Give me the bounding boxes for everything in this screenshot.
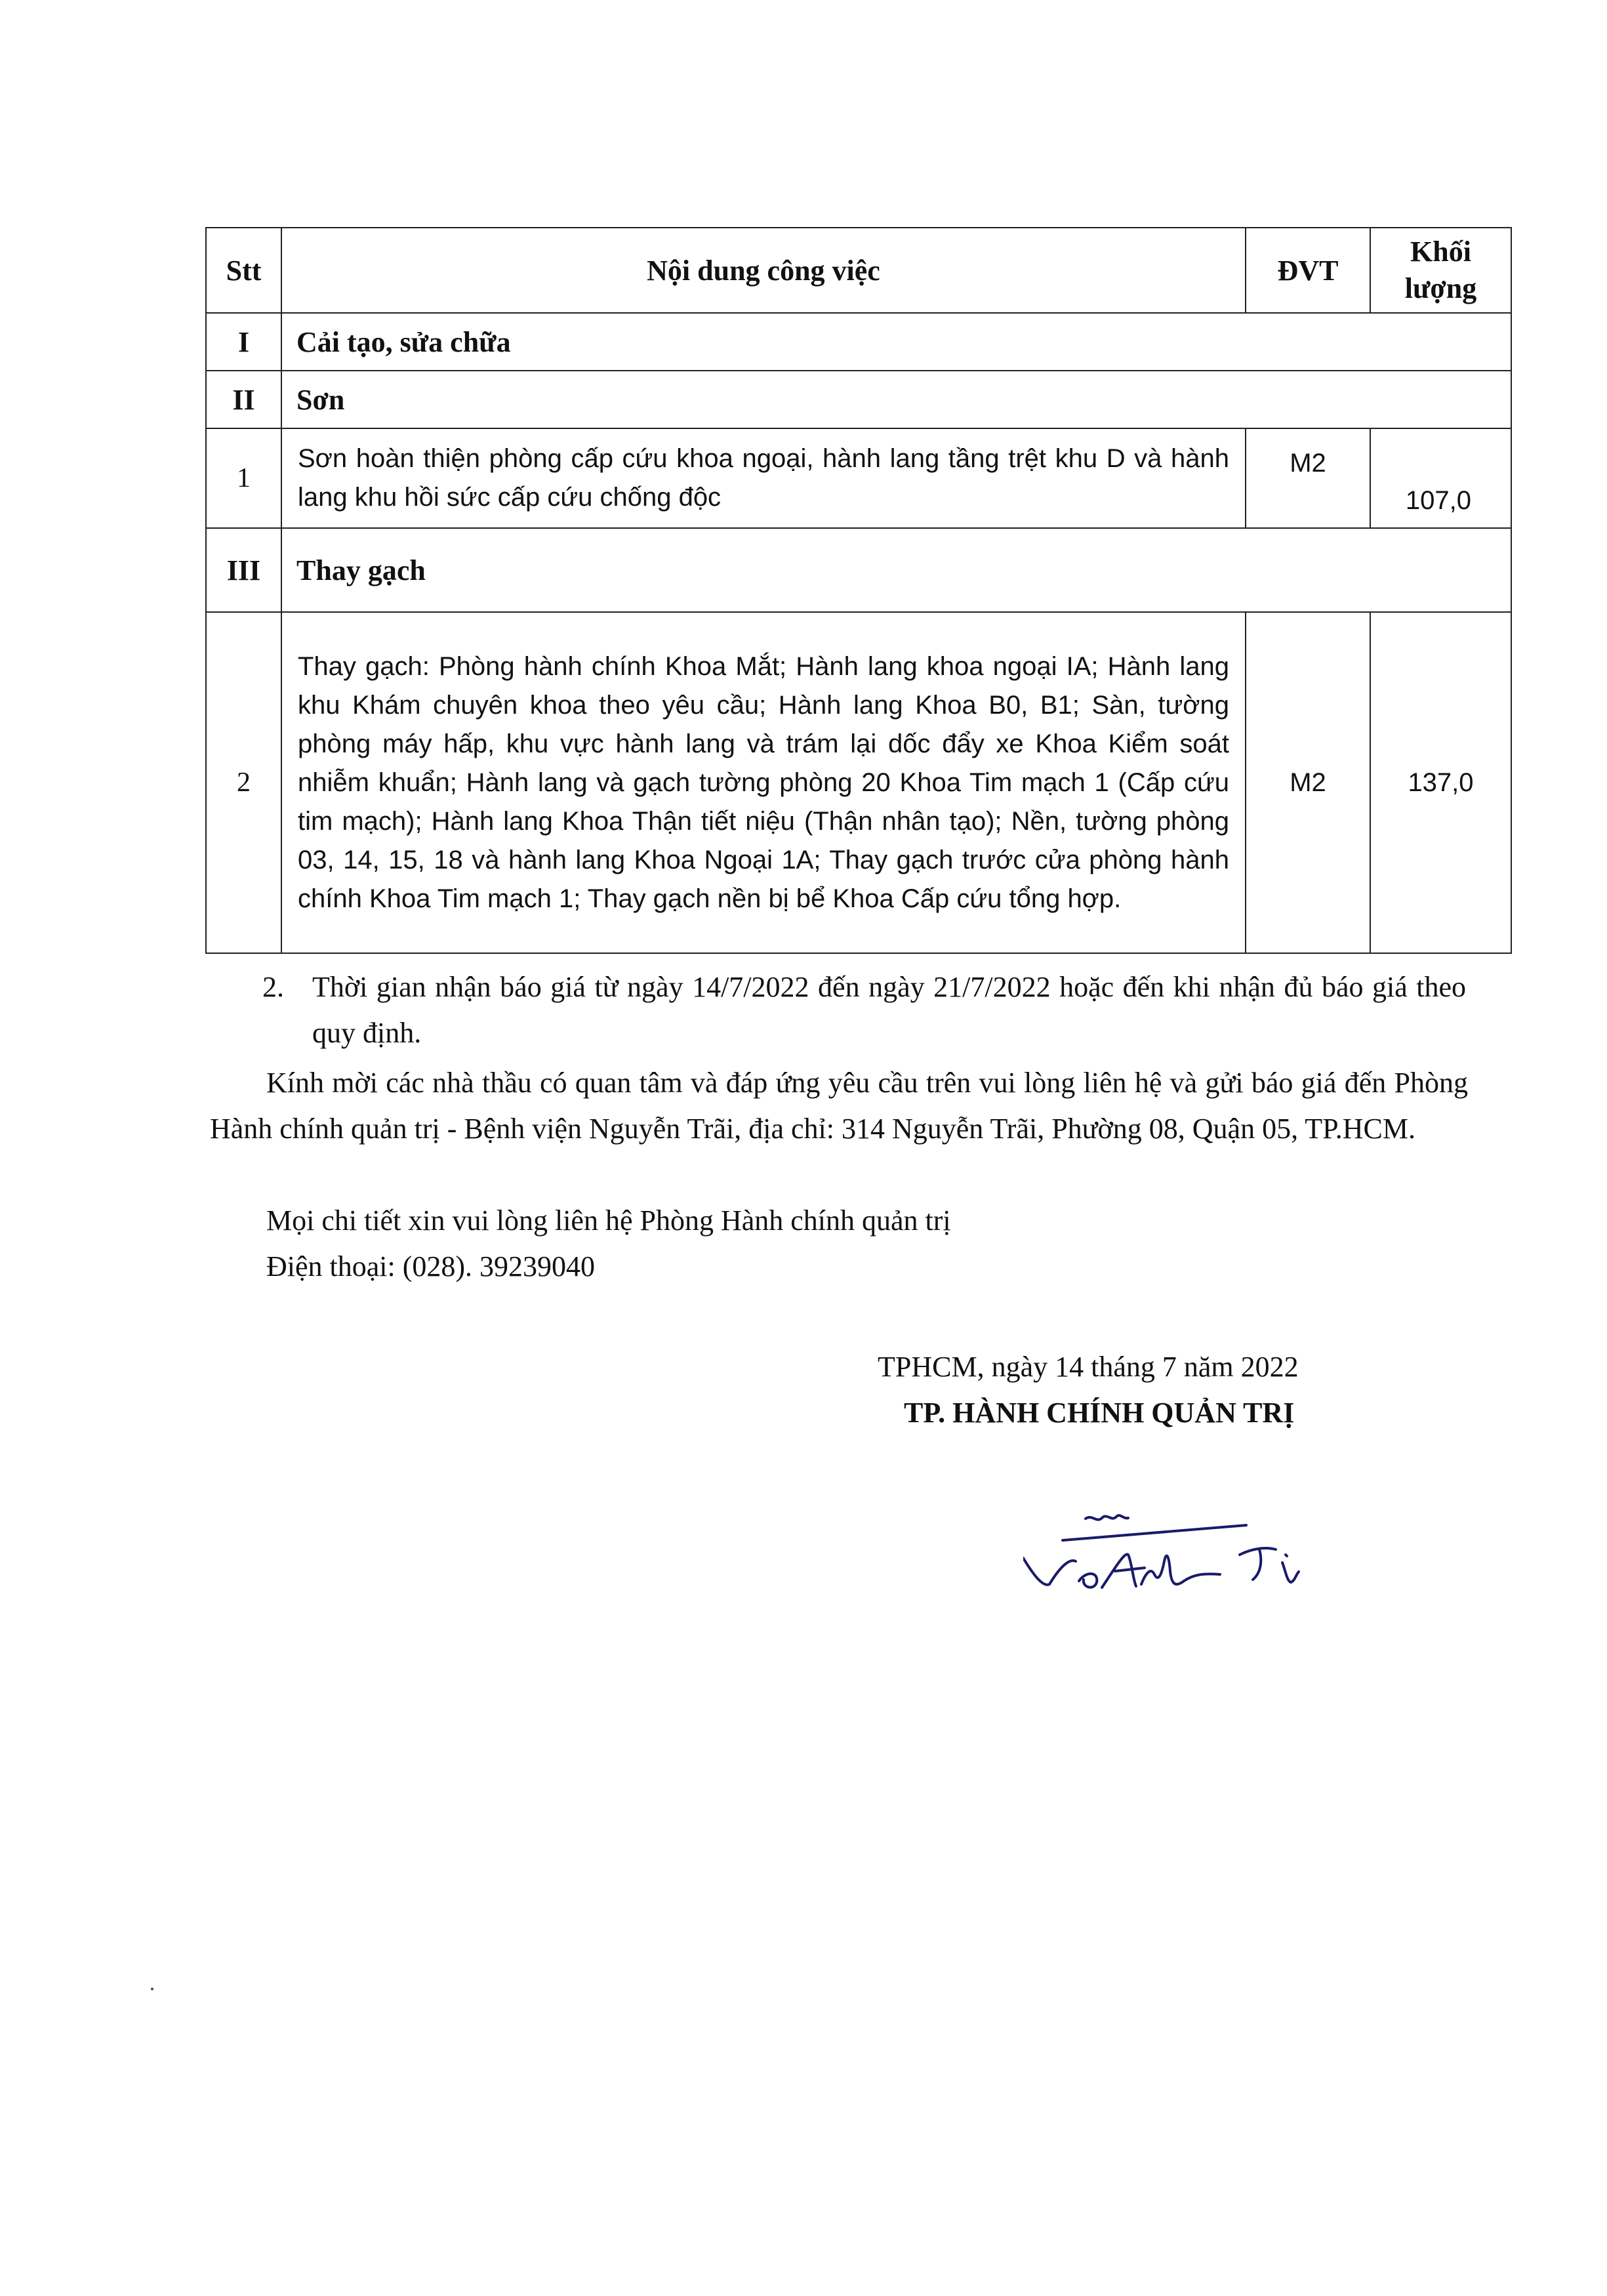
item-2-unit: M2 [1246,612,1370,953]
section-2-roman: II [206,371,281,428]
numbered-paragraph-2 [262,964,1466,1056]
item-1-unit: M2 [1246,428,1370,528]
section-2-title: Sơn [281,371,1511,428]
item-2-content: Thay gạch: Phòng hành chính Khoa Mắt; Hành lang khoa ngoại IA; Hành lang khu Khám chuyên khoa theo yêu cầu; Hành lang Khoa B0, B1; Sàn, tường phòng máy hấp, khu vực hành lang và trám lại dốc đẩy xe Khoa Kiểm soát nhiễm khuẩn; Hành lang và gạch tường phòng 20 Khoa Tim mạch 1 (Cấp cứu tim mạch); Hành lang Khoa Thận tiết niệu (Thận nhân tạo); Nền, tường phòng 03, 14, 15, 18 và hành lang Khoa Ngoại 1A; Thay gạch trước cửa phòng hành chính Khoa Tim mạch 1; Thay gạch nền bị bể Khoa Cấp cứu tổng hợp. [281,612,1246,953]
phone-line: Điện thoại: (028). 39239040 [266,1250,596,1282]
table-row-section-3 [206,528,1511,612]
header-unit: ĐVT [1246,228,1370,313]
date-line: TPHCM, ngày 14 tháng 7 năm 2022 [878,1351,1299,1383]
item-2-stt: 2 [206,612,281,953]
section-3-title: Thay gạch [281,528,1511,612]
item-1-stt: 1 [206,428,281,528]
paragraph-number: 2. [262,971,284,1003]
section-1-roman: I [206,313,281,371]
table-header-row [206,228,1511,313]
table-row-section-2 [206,371,1511,428]
table-row-item-2 [206,612,1511,953]
item-2-qty: 137,0 [1370,612,1511,953]
invitation-paragraph: Kính mời các nhà thầu có quan tâm và đáp ứng yêu cầu trên vui lòng liên hệ và gửi báo giá đến Phòng Hành chính quản trị - Bệnh viện Nguyễn Trãi, địa chỉ: 314 Nguyễn Trãi, Phường 08, Quận 05, TP.HCM. [210,1067,1468,1145]
header-content: Nội dung công việc [281,228,1246,313]
quote-period-text: Thời gian nhận báo giá từ ngày 14/7/2022 đến ngày 21/7/2022 hoặc đến khi nhận đủ báo giá theo quy định. [312,971,1466,1049]
section-1-title: Cải tạo, sửa chữa [281,313,1511,371]
scan-speck [151,1988,153,1990]
section-3-roman: III [206,528,281,612]
work-items-table [205,227,1512,954]
item-1-content: Sơn hoàn thiện phòng cấp cứu khoa ngoại, hành lang tầng trệt khu D và hành lang khu hồi sức cấp cứu chống độc [281,428,1246,528]
contact-line: Mọi chi tiết xin vui lòng liên hệ Phòng Hành chính quản trị [266,1204,951,1237]
table-row-item-1 [206,428,1511,528]
header-qty: Khối lượng [1370,228,1511,313]
header-stt: Stt [206,228,281,313]
item-1-qty: 107,0 [1370,428,1511,528]
table-row-section-1 [206,313,1511,371]
signatory-title: TP. HÀNH CHÍNH QUẢN TRỊ [904,1397,1295,1429]
handwritten-signature [1023,1489,1325,1601]
